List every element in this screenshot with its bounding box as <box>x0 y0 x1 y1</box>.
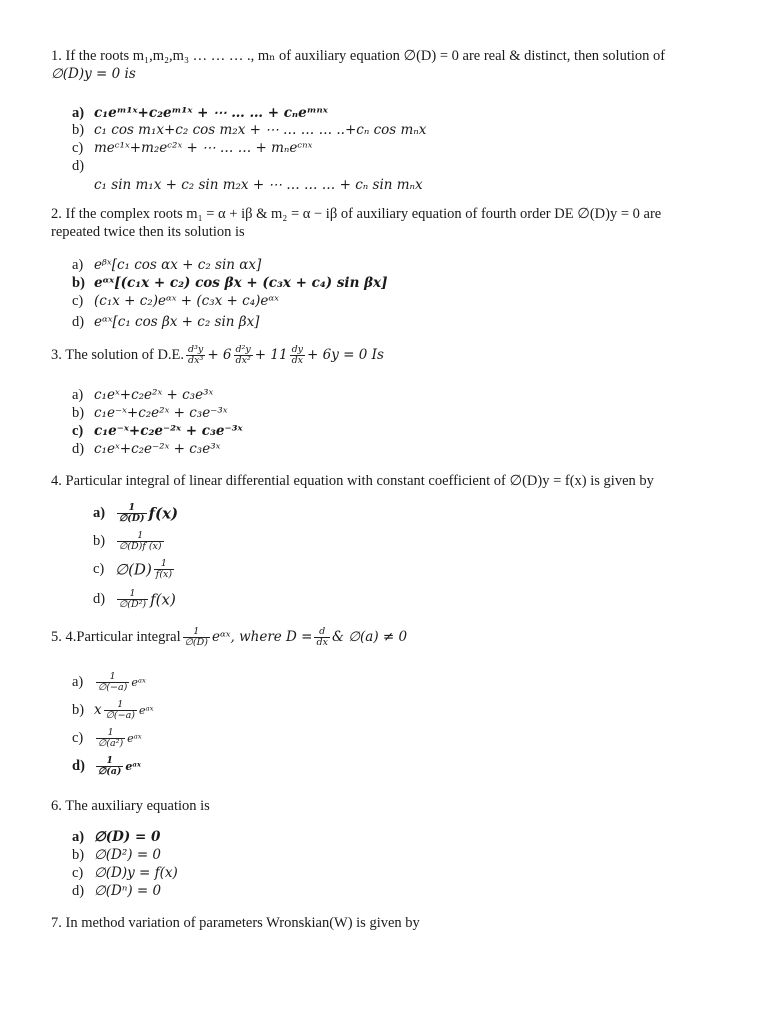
question-3-suffix: + 6y = 0 Is <box>307 346 384 363</box>
option-label: d) <box>72 314 85 330</box>
denominator: ∅(D) <box>119 513 145 524</box>
question-5-suffix: & ∅(a) ≠ 0 <box>331 628 408 645</box>
fraction-dy-dx <box>290 345 305 366</box>
fraction-d3y-dx3 <box>186 345 205 366</box>
question-2-line-1: 2. If the complex roots m₁ = α + iβ & m₂ = α − iβ of auxiliary equation of fourth order DE ∅(D)y = 0 are <box>51 206 662 222</box>
option-label: d) <box>72 883 85 899</box>
fraction <box>96 728 125 749</box>
option-tail: eᵃˣ <box>127 731 142 745</box>
question-2-stem <box>51 205 731 241</box>
option-text: ∅(D)y = f(x) <box>94 865 178 881</box>
denominator: ∅(−a) <box>98 682 128 693</box>
denominator: dx <box>291 355 304 366</box>
option-label: a) <box>72 387 84 403</box>
fraction-d-dx <box>314 627 329 648</box>
denominator: ∅(D) <box>184 637 208 648</box>
option-tail: f(x) <box>150 590 176 609</box>
option-prefix: x <box>94 701 102 718</box>
question-6-option-b <box>72 846 161 864</box>
fraction-d2y-dx2 <box>234 345 253 366</box>
option-label: b) <box>72 405 85 421</box>
term: + 11 <box>254 346 288 363</box>
denominator: ∅(a) <box>98 766 122 777</box>
option-prefix: ∅(D) <box>115 560 152 579</box>
fraction <box>96 756 123 777</box>
term: + 6 <box>207 346 232 363</box>
option-tail: f(x) <box>148 504 179 523</box>
fraction <box>183 627 210 648</box>
question-7-stem: 7. In method variation of parameters Wronskian(W) is given by <box>51 915 420 931</box>
option-label: a) <box>72 829 85 845</box>
denominator: ∅(D)f (x) <box>119 541 162 552</box>
question-2-option-b <box>72 274 387 292</box>
option-label: c) <box>72 140 84 156</box>
fraction <box>117 589 148 610</box>
question-6-option-c <box>72 864 178 882</box>
option-text: c₁eᵐ¹ˣ+c₂eᵐ¹ˣ + ⋯ … … + cₙeᵐⁿˣ <box>94 105 328 121</box>
question-1-option-a <box>72 104 328 122</box>
denominator: dx² <box>235 355 251 366</box>
denominator: ∅(a²) <box>98 738 124 749</box>
question-4-stem: 4. Particular integral of linear differential equation with constant coefficient of ∅(D)y = f(x) is given by <box>51 473 654 489</box>
question-1-stem <box>51 47 731 83</box>
question-3-option-c <box>72 422 243 440</box>
option-tail: eᵃˣ <box>138 703 154 717</box>
option-text: c₁e⁻ˣ+c₂e⁻²ˣ + c₃e⁻³ˣ <box>94 423 243 439</box>
option-label: c) <box>93 560 105 577</box>
option-label: c) <box>72 865 84 881</box>
option-label: d) <box>72 158 85 174</box>
option-label: b) <box>72 122 85 138</box>
numerator: 1 <box>109 671 116 682</box>
question-6-option-a <box>72 828 160 846</box>
question-6-stem: 6. The auxiliary equation is <box>51 798 210 814</box>
numerator: d²y <box>235 344 251 355</box>
question-4-option-b <box>93 531 166 552</box>
question-5-option-b <box>72 700 153 721</box>
option-text: ∅(Dⁿ) = 0 <box>94 883 162 899</box>
question-1-option-b <box>72 121 426 139</box>
question-1-option-d <box>94 176 423 194</box>
option-text: c₁ cos m₁x+c₂ cos m₂x + ⋯ … … … ..+cₙ cos mₙx <box>94 122 427 138</box>
option-label: a) <box>93 504 106 521</box>
option-label: a) <box>72 673 84 690</box>
option-label: b) <box>72 847 85 863</box>
denominator: dx <box>316 637 328 648</box>
question-5-option-c <box>72 728 142 749</box>
question-2-option-d <box>72 313 259 331</box>
option-text: eᵅˣ[c₁ cos βx + c₂ sin βx] <box>94 314 260 330</box>
numerator: d <box>319 626 326 637</box>
fraction <box>154 559 174 580</box>
numerator: 1 <box>128 502 136 513</box>
option-label: c) <box>72 423 84 439</box>
numerator: d³y <box>188 344 204 355</box>
question-2-option-a <box>72 256 261 274</box>
question-1-option-c <box>72 139 312 157</box>
denominator: ∅(D²) <box>119 599 147 610</box>
question-4-option-a <box>93 503 178 524</box>
question-3-option-d <box>72 440 220 458</box>
option-label: c) <box>72 729 84 746</box>
numerator: 1 <box>160 558 167 569</box>
fraction <box>117 503 147 524</box>
question-3-stem <box>51 345 731 366</box>
fraction <box>104 700 137 721</box>
numerator: 1 <box>106 755 114 766</box>
question-2-line-2: repeated twice then its solution is <box>51 224 245 240</box>
question-5-middle: eᵅˣ, where D = <box>211 628 313 645</box>
numerator: 1 <box>137 530 144 541</box>
option-text: c₁eˣ+c₂e⁻²ˣ + c₃e³ˣ <box>94 441 221 457</box>
option-label: c) <box>72 293 84 309</box>
question-5-option-d <box>72 756 141 777</box>
option-text: eᵝˣ[c₁ cos αx + c₂ sin αx] <box>94 257 262 273</box>
option-text: c₁eˣ+c₂e²ˣ + c₃e³ˣ <box>94 387 214 403</box>
question-1-line-2: ∅(D)y = 0 is <box>51 66 136 82</box>
question-3-option-b <box>72 404 228 422</box>
question-1-option-d-label <box>72 157 94 175</box>
option-tail: eᵃˣ <box>125 759 142 773</box>
question-4-option-c <box>93 559 176 580</box>
question-1-line-1: 1. If the roots m₁,m₂,m₃ … … … ., mₙ of auxiliary equation ∅(D) = 0 are real & distinct, then solution of <box>51 48 666 64</box>
numerator: 1 <box>117 699 124 710</box>
numerator: 1 <box>193 626 200 637</box>
question-4-option-d <box>93 589 176 610</box>
option-label: b) <box>72 275 85 291</box>
denominator: dx³ <box>188 355 204 366</box>
option-label: a) <box>72 257 84 273</box>
option-text: c₁ sin m₁x + c₂ sin m₂x + ⋯ … … … + cₙ sin mₙx <box>94 177 423 193</box>
denominator: f(x) <box>155 569 173 580</box>
option-label: b) <box>72 701 85 718</box>
option-text: eᵅˣ[(c₁x + c₂) cos βx + (c₃x + c₄) sin βx] <box>94 275 388 291</box>
option-label: b) <box>93 532 106 549</box>
question-5-stem <box>51 627 731 648</box>
option-label: a) <box>72 105 85 121</box>
fraction <box>96 672 129 693</box>
fraction <box>117 531 164 552</box>
option-text: ∅(D²) = 0 <box>94 847 162 863</box>
question-3-prefix: 3. The solution of D.E. <box>51 346 185 363</box>
option-label: d) <box>93 590 106 607</box>
denominator: ∅(−a) <box>105 710 135 721</box>
question-5-prefix: 5. 4.Particular integral <box>51 628 181 645</box>
question-6-option-d <box>72 882 161 900</box>
numerator: 1 <box>107 727 114 738</box>
option-text: c₁e⁻ˣ+c₂e²ˣ + c₃e⁻³ˣ <box>94 405 228 421</box>
numerator: dy <box>291 344 304 355</box>
option-label: d) <box>72 757 85 774</box>
option-text: meᶜ¹ˣ+m₂eᶜ²ˣ + ⋯ … … + mₙeᶜⁿˣ <box>94 140 313 156</box>
option-text: ∅(D) = 0 <box>94 829 161 845</box>
question-3-option-a <box>72 386 213 404</box>
question-2-option-c <box>72 292 279 310</box>
question-5-option-a <box>72 672 146 693</box>
option-tail: eᵃˣ <box>131 675 146 689</box>
numerator: 1 <box>129 588 136 599</box>
option-text: (c₁x + c₂)eᵅˣ + (c₃x + c₄)eᵅˣ <box>94 293 279 309</box>
option-label: d) <box>72 441 85 457</box>
